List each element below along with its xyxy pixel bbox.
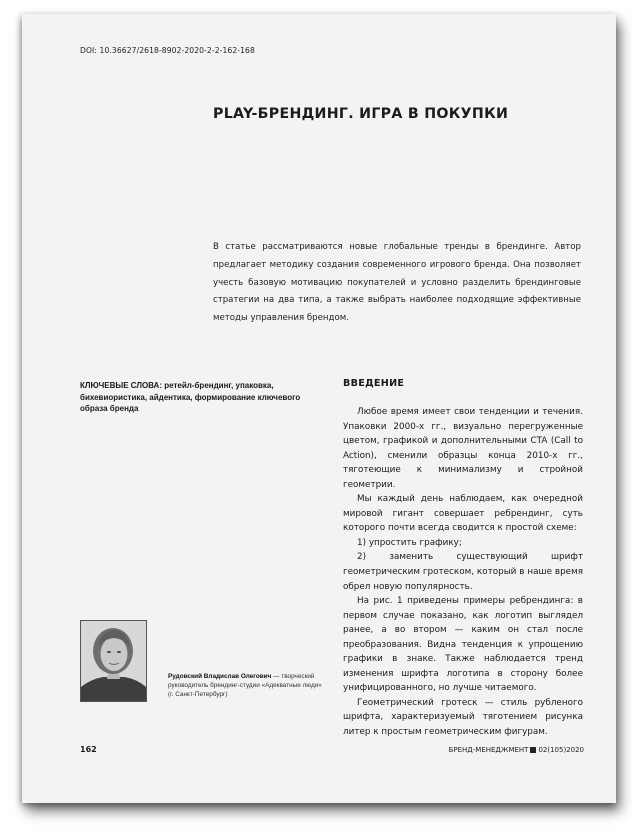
paragraph: 2) заменить существующий шрифт геометрическим гротеском, который в наше время обрел новую популярность. xyxy=(343,552,583,592)
doi-line: DOI: 10.36627/2618-8902-2020-2-2-162-168 xyxy=(80,46,255,55)
page-number: 162 xyxy=(80,745,97,754)
author-description: — творческий руководитель брендинг-студии «Адекватные люди» (г. Санкт-Петербург) xyxy=(168,673,322,698)
article-title: PLAY-БРЕНДИНГ. ИГРА В ПОКУПКИ xyxy=(213,106,509,122)
section-heading: ВВЕДЕНИЕ xyxy=(343,378,405,389)
author-info xyxy=(168,672,328,699)
square-icon xyxy=(530,747,536,753)
journal-name: БРЕНД-МЕНЕДЖМЕНТ xyxy=(448,746,529,754)
paragraph: На рис. 1 приведены примеры ребрендинга: в первом случае показано, как логотип выглядел ранее, а во втором — каким он стал после преобразования. Видна тенденция к упрощению графики в знаке. Также наблюдается тренд изменения шрифта логотипа в сторону более унифицированного, но лучше читаемого. xyxy=(343,596,583,694)
paragraph: 1) упростить графику; xyxy=(357,537,462,548)
author-name: Рудовский Владислав Олегович xyxy=(168,673,272,680)
journal-issue: 02(105)2020 xyxy=(538,746,584,754)
journal-footer xyxy=(449,746,584,754)
author-photo xyxy=(80,620,147,702)
keywords: КЛЮЧЕВЫЕ СЛОВА: ретейл-брендинг, упаковка, бихевиористика, айдентика, формирование ключевого образа бренда xyxy=(80,381,301,413)
journal-page xyxy=(22,14,616,803)
paragraph: Любое время имеет свои тенденции и течения. Упаковки 2000-х гг., визуально перегруженные цветом, графикой и дополнительными CTA (Call to Action), сменили образцы конца 2010-х гг., тяготеющие к минимализму и стройной геометрии. xyxy=(343,407,583,490)
body-text xyxy=(343,405,583,740)
paragraph: Мы каждый день наблюдаем, как очередной мировой гигант совершает ребрендинг, суть которого почти всегда сводится к простой схеме: xyxy=(343,494,583,534)
paragraph: Геометрический гротеск — стиль рубленого шрифта, характеризуемый тяготением рисунка литер к простым геометрическим фигурам. xyxy=(343,697,583,738)
abstract: В статье рассматриваются новые глобальные тренды в брендинге. Автор предлагает методику создания современного игрового бренда. Она позволяет учесть базовую мотивацию покупателей и условно разделить брендинговые стратегии на два типа, а также выбрать наиболее подходящие эффективные методы управления брендом. xyxy=(213,242,581,324)
